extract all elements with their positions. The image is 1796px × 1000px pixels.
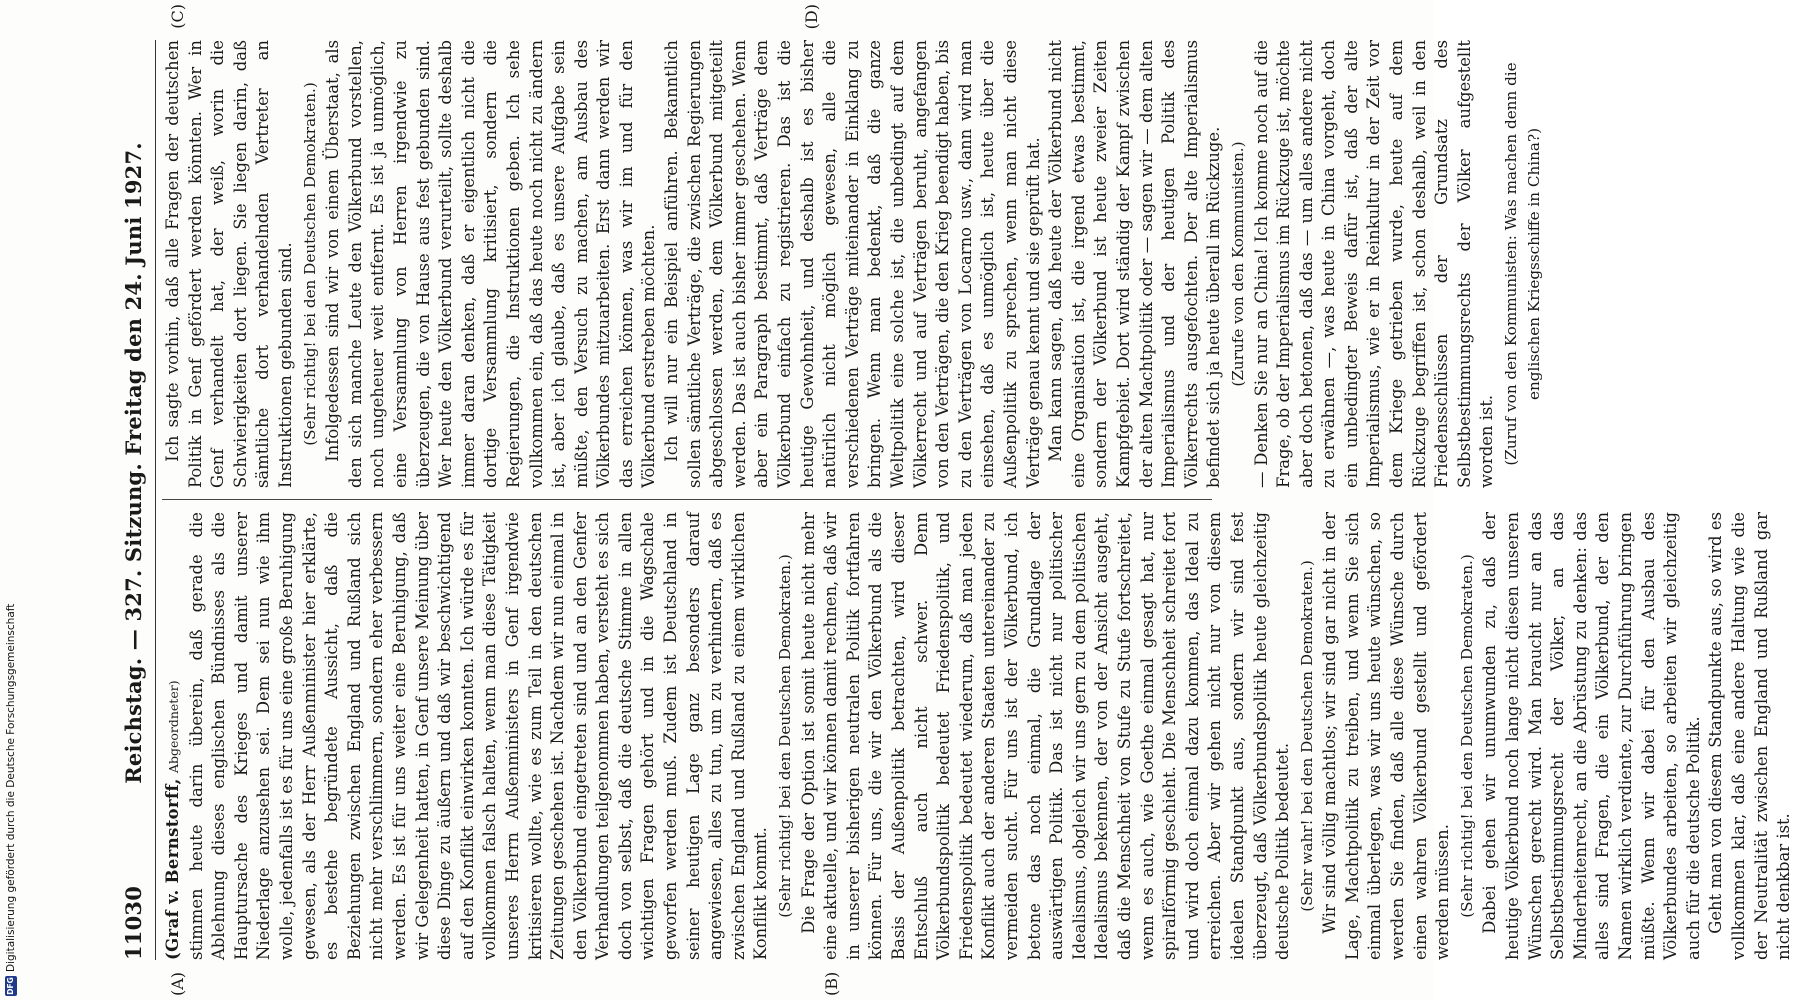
column-divider xyxy=(162,499,1212,500)
digitization-caption xyxy=(4,10,18,996)
margin-marker-c: (C) xyxy=(168,4,187,29)
paragraph: Die Frage der Option ist somit heute nicht mehr eine aktuelle, und wir können damit rechnen, daß wir in unserer bisherigen neutralen Politik fortfahren können. Für uns, die wir den Völkerbund als die Basis der Außenpolitik betrachten, wird dieser Entschluß auch nicht schwer. Denn Völkerbundspolitik bedeutet Friedenspolitik, und Friedenspolitik bedeutet wiederum, daß man jeden Konflikt auch der anderen Staaten untereinander zu vermeiden sucht. Für uns ist der Völkerbund, ich betone das noch einmal, die Grundlage der auswärtigen Politik. Das ist nicht nur politischer Idealismus, obgleich wir uns gern zu dem politischen Idealismus bekennen, der von der Ansicht ausgeht, daß die Menschheit von Stufe zu Stufe fortschreitet, wenn es auch, wie Goethe einmal gesagt hat, nur spiralförmig geschieht. Die Menschheit schreitet fort und wird doch einmal dazu kommen, das Ideal zu erreichen. Aber wir gehen nicht nur von diesem idealen Standpunkt aus, sondern wir sind fest überzeugt, daß Völkerbundspolitik heute gleichzeitig deutsche Politik bedeutet. xyxy=(798,512,1293,960)
paragraph: Ich sagte vorhin, daß alle Fragen der deutschen Politik in Genf gefördert werden könnten. Wer in Genf verhandelt hat, der weiß, worin die Schwierigkeiten dort liegen. Sie liegen darin, daß sämtliche dort verhandelnden Vertreter an Instruktionen gebunden sind. xyxy=(163,40,295,488)
margin-marker-a: (A) xyxy=(168,971,187,996)
page-number: 11030 xyxy=(121,885,146,960)
interjection: (Sehr richtig! bei den Deutschen Demokraten.) xyxy=(776,554,795,918)
paragraph: Ich will nur ein Beispiel anführen. Bekanntlich sollen sämtliche Verträge, die zwischen Regierungen abgeschlossen werden, dem Völkerbund mitgeteilt werden. Das ist auch bisher immer geschehen. Wenn aber ein Paragraph bestimmt, daß Verträge dem Völkerbund einfach zu registrieren. Das ist die heutige Gewohnheit, und deshalb ist es bisher natürlich nicht möglich gewesen, alle die verschiedenen Verträge miteinander in Einklang zu bringen. Wenn man bedenkt, daß die ganze Weltpolitik eine solche ist, die unbedingt auf dem Völkerrecht und auf Verträgen beruht, angefangen von den Verträgen, die den Krieg beendigt haben, bis zu den Verträgen von Locarno usw., dann wird man einsehen, daß es unmöglich ist, heute über die Außenpolitik zu sprechen, wenn man nicht diese Verträge genau kennt und sie geprüft hat. xyxy=(662,40,1043,488)
caption-text: Digitalisierung gefördert durch die Deutsche Forschungsgemeinschaft xyxy=(5,603,17,972)
paragraph: Dabei gehen wir unumwunden zu, daß der heutige Völkerbund noch lange nicht diesen unseren Wünschen gerecht wird. Man braucht nur an das Selbstbestimmungsrecht der Völker, an das Minderheitenrecht, an die Abrüstung zu denken: das alles sind Fragen, die ein Völkerbund, der den Namen wirklich verdiente, zur Durchführung bringen müßte. Wenn wir dabei für den Ausbau des Völkerbundes arbeiten, so arbeiten wir gleichzeitig auch für die deutsche Politik. xyxy=(1480,512,1703,960)
margin-marker-b: (B) xyxy=(822,971,841,996)
text-columns xyxy=(162,4,1794,996)
interjection: (Zuruf von den Kommunisten: Was machen denn die englischen Kriegsschiffe in China?) xyxy=(1502,62,1543,466)
left-column xyxy=(162,500,1794,960)
interjection: (Sehr wahr! bei den Deutschen Demokraten.) xyxy=(1297,560,1316,912)
speaker-role: Abgeordneter) xyxy=(166,680,181,774)
paragraph: stimmen heute darin überein, daß gerade die Ablehnung dieses englischen Bündnisses als die Hauptursache des Krieges und damit unserer Niederlage anzusehen sei. Dem sei nun wie ihm wolle, jedenfalls ist es für uns eine große Beruhigung gewesen, als der Herr Außenminister hier erklärte, es bestehe begründete Aussicht, daß die Beziehungen zwischen England und Rußland sich nicht mehr verschlimmern, sondern eher verbessern werden. Es ist für uns weiter eine Beruhigung, daß wir Gelegenheit hatten, in Genf unsere Meinung über diese Dinge zu äußern und daß wir beschwichtigend auf den Konflikt einwirken konnten. Ich würde es für vollkommen falsch halten, wenn man diese Tätigkeit unseres Herrn Außenministers in Genf irgendwie kritisieren wollte, wie es zum Teil in den deutschen Zeitungen geschehen ist. Nachdem wir nun einmal in den Völkerbund eingetreten sind und an den Genfer Verhandlungen teilgenommen haben, versteht es sich doch von selbst, daß die deutsche Stimme in allen wichtigen Fragen gehört und in die Wagschale geworfen werden muß. Zudem ist Deutschland in seiner heutigen Lage ganz besonders darauf angewiesen, alles zu tun, um zu verhindern, daß es zwischen England und Rußland zu einem wirklichen Konflikt kommt. xyxy=(186,512,771,960)
interjection: (Sehr richtig! bei den Deutschen Demokraten.) xyxy=(300,82,319,446)
paragraph: Geht man von diesem Standpunkte aus, so wird es vollkommen klar, daß eine andere Haltung wie die der Neutralität zwischen England und Rußland gar nicht denkbar ist. xyxy=(1706,512,1794,960)
margin-marker-d: (D) xyxy=(802,4,821,30)
interjection: (Zurufe von den Kommunisten.) xyxy=(1228,141,1247,387)
paragraph: Man kann sagen, daß heute der Völkerbund nicht eine Organisation ist, die irgend etwas bestimmt, sondern der Völkerbund ist heute zweier Zeiten Kampfgebiet. Dort wird ständig der Kampf zwischen der alten Machtpolitik oder — sagen wir — dem alten Imperialismus und der heutigen Politik des Völkerrechts ausgefochten. Der alte Imperialismus befindet sich ja heute überall im Rückzuge. xyxy=(1046,40,1224,488)
speaker-line xyxy=(162,512,186,960)
paragraph: Infolgedessen sind wir von einem Überstaat, als den sich manche Leute den Völkerbund vorstellen, noch ungeheuer weit entfernt. Es ist ja unmöglich, eine Versammlung von Herren irgendwie zu überzeugen, die von Hause aus fest gebunden sind. Wer heute den Völkerbund verurteilt, sollte deshalb immer daran denken, daß er eigentlich nicht die dortige Versammlung kritisiert, sondern die Regierungen, die Instruktionen geben. Ich sehe vollkommen ein, daß das heute noch nicht zu ändern ist, aber ich glaube, daß es unsere Aufgabe sein müßte, den Versuch zu machen, am Ausbau des Völkerbundes mitzuarbeiten. Erst dann werden wir das erreichen können, was wir im und für den Völkerbund erstreben möchten. xyxy=(323,40,659,488)
paragraph: — Denken Sie nur an China! Ich komme noch auf die Frage, ob der Imperialismus im Rückzuge ist, möchte aber doch betonen, daß das — um alles andere nicht zu erwähnen —, was heute in China vorgeht, doch ein unbedingter Beweis dafür ist, daß der alte Imperialismus, wie er in Reinkultur in der Zeit vor dem Kriege getrieben wurde, heute auf dem Rückzuge begriffen ist, schon deshalb, weil in den Friedensschlüssen der Grundsatz des Selbstbestimmungsrechts der Völker aufgestellt worden ist. xyxy=(1251,40,1497,488)
paragraph: Wir sind völlig machtlos; wir sind gar nicht in der Lage, Machtpolitik zu treiben, und wenn Sie sich einmal überlegen, was wir uns heute wünschen, so werden Sie finden, daß alle diese Wünsche durch einen wahren Völkerbund gestellt und gefördert werden müssen. xyxy=(1320,512,1453,960)
page-header xyxy=(121,40,156,960)
right-column xyxy=(162,40,1543,500)
speaker-name: (Graf v. Bernstorff, xyxy=(163,778,182,960)
interjection: (Sehr richtig! bei den Deutschen Demokraten.) xyxy=(1457,554,1476,918)
dfg-logo: DFG xyxy=(6,977,15,995)
page-title: Reichstag. — 327. Sitzung. Freitag den 24. Juni 1927. xyxy=(121,142,146,784)
document-page xyxy=(105,0,1794,1000)
